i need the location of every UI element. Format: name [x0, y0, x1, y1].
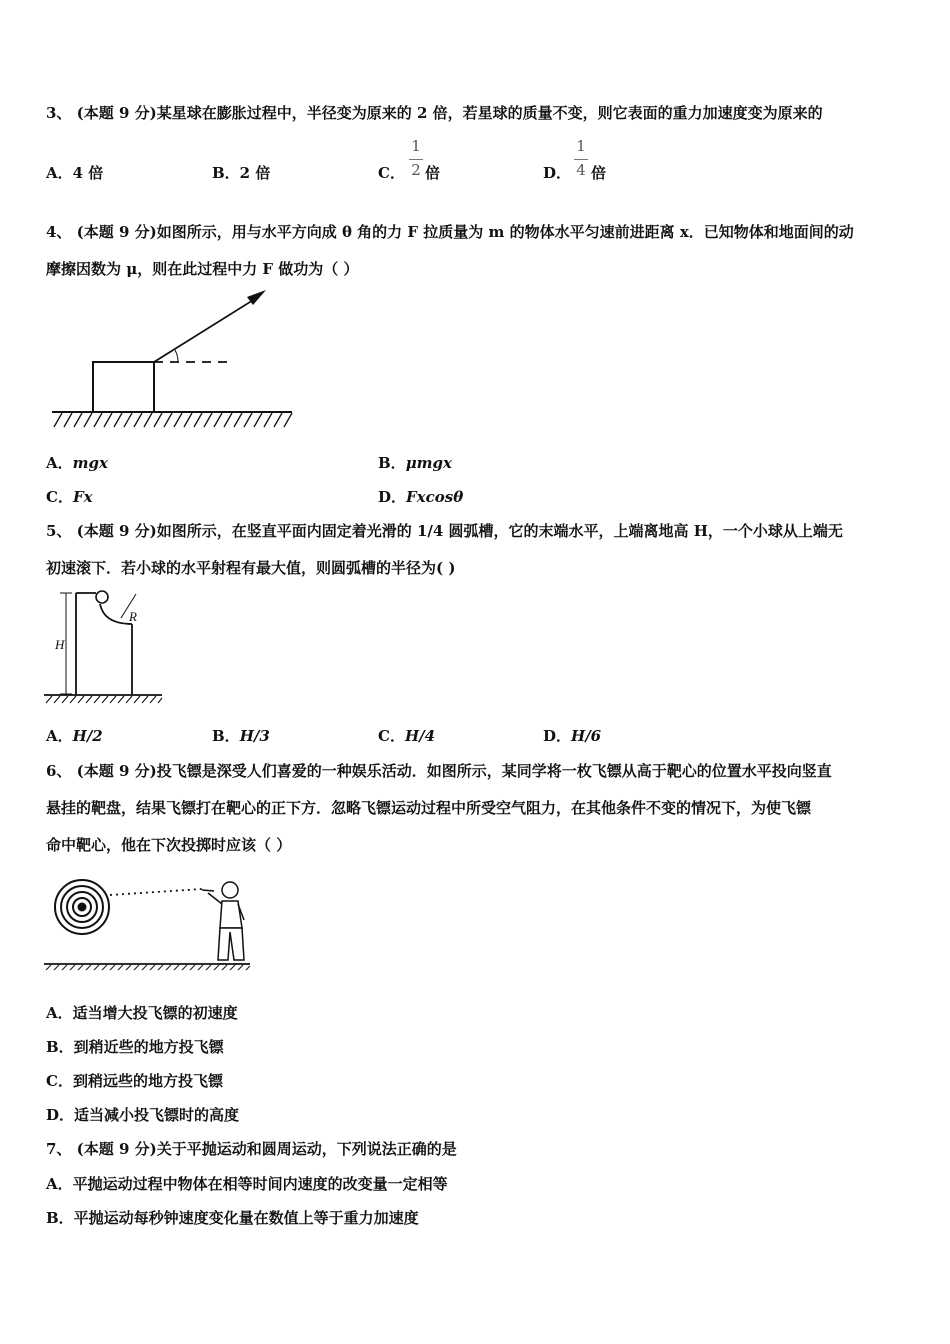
q5-arc-groove — [100, 604, 132, 624]
q5-option-c-value: H/4 — [404, 727, 436, 745]
q6-figure — [44, 860, 256, 972]
q6-stem-line3: 命中靶心，他在下次投掷时应该（ ） — [46, 836, 292, 854]
q3-option-d-denominator: 4 — [576, 161, 586, 179]
q3-option-d-numerator: 1 — [576, 137, 586, 155]
q4-option-a-value: mgx — [72, 454, 108, 472]
q3-option-c-tail: 倍 — [425, 164, 441, 182]
q3-option-c-label: C． — [378, 164, 405, 182]
q3-option-d-tail: 倍 — [591, 164, 607, 182]
q5-option-d — [543, 725, 601, 746]
q3-option-c-denominator: 2 — [411, 161, 421, 179]
q3-option-b: B．2 倍 — [212, 164, 271, 182]
q4-angle-arc — [175, 350, 178, 362]
q5-option-a-value: H/2 — [72, 727, 103, 745]
q4-stem-line2: 摩擦因数为 μ，则在此过程中力 F 做功为（ ） — [46, 260, 359, 278]
q4-option-d-value: Fxcosθ — [406, 488, 464, 506]
q4-force-arrow — [154, 297, 258, 362]
q3-option-d-label: D． — [543, 164, 572, 182]
q4-figure — [46, 285, 298, 433]
q7-stem: 7、 (本题 9 分)关于平抛运动和圆周运动，下列说法正确的是 — [46, 1140, 457, 1158]
q5-option-a — [46, 725, 103, 746]
q4-option-d-label: D． — [378, 488, 407, 506]
q6-stem-line2: 悬挂的靶盘，结果飞镖打在靶心的正下方．忽略飞镖运动过程中所受空气阻力，在其他条件不变的情况下，为使飞镖 — [46, 799, 812, 817]
q5-option-b-label: B． — [212, 727, 240, 745]
q5-option-b-value: H/3 — [239, 727, 270, 745]
q5-ball — [96, 591, 108, 603]
q5-stem-line2: 初速滚下．若小球的水平射程有最大值，则圆弧槽的半径为( ) — [46, 559, 456, 577]
q5-option-c — [378, 725, 435, 746]
q3-stem: 3、 (本题 9 分)某星球在膨胀过程中，半径变为原来的 2 倍，若星球的质量不变，则它表面的重力加速度变为原来的 — [46, 104, 823, 122]
q4-option-c-label: C． — [46, 488, 73, 506]
q6-ground-hatch — [46, 965, 250, 970]
q6-option-d: D．适当减小投飞镖时的高度 — [46, 1106, 240, 1124]
q5-h-label: H — [55, 637, 65, 652]
q5-figure — [44, 586, 168, 708]
q5-option-d-label: D． — [543, 727, 572, 745]
q3-option-d-fraction — [574, 137, 588, 179]
q4-option-b-value: μmgx — [405, 454, 452, 472]
q3-option-c-fraction — [409, 137, 423, 179]
q7-option-b: B．平抛运动每秒钟速度变化量在数值上等于重力加速度 — [46, 1209, 419, 1227]
q5-r-label: R — [129, 609, 137, 624]
q4-option-a-label: A． — [46, 454, 73, 472]
q5-ground-hatch — [46, 696, 162, 703]
q3-option-c-numerator: 1 — [411, 137, 421, 155]
q4-ground-hatch — [54, 413, 292, 427]
q6-option-c: C．到稍远些的地方投飞镖 — [46, 1072, 223, 1090]
q4-stem-line1: 4、 (本题 9 分)如图所示，用与水平方向成 θ 角的力 F 拉质量为 m 的物体水平匀速前进距离 x．已知物体和地面间的动 — [46, 223, 854, 241]
q7-option-a: A．平抛运动过程中物体在相等时间内速度的改变量一定相等 — [46, 1175, 448, 1193]
q4-option-c-value: Fx — [72, 488, 93, 506]
q3-option-a: A．4 倍 — [46, 164, 104, 182]
q4-option-d — [378, 486, 463, 507]
q4-option-c — [46, 486, 93, 507]
q6-dartboard — [55, 880, 109, 934]
q6-option-b: B．到稍近些的地方投飞镖 — [46, 1038, 224, 1056]
q5-option-b — [212, 725, 270, 746]
q6-thrower — [202, 882, 244, 960]
q4-option-a — [46, 452, 108, 473]
q5-option-a-label: A． — [46, 727, 73, 745]
q6-stem-line1: 6、 (本题 9 分)投飞镖是深受人们喜爱的一种娱乐活动．如图所示，某同学将一枚飞镖从高于靶心的位置水平投向竖直 — [46, 762, 832, 780]
q4-option-b — [378, 452, 452, 473]
q6-option-a: A．适当增大投飞镖的初速度 — [46, 1004, 238, 1022]
q4-option-b-label: B． — [378, 454, 406, 472]
q5-option-d-value: H/6 — [571, 727, 602, 745]
q5-stem-line1: 5、 (本题 9 分)如图所示，在竖直平面内固定着光滑的 1/4 圆弧槽，它的末端水平，上端离地高 H，一个小球从上端无 — [46, 522, 843, 540]
q5-option-c-label: C． — [378, 727, 405, 745]
q6-dotted-path — [110, 889, 202, 895]
q4-block — [93, 362, 154, 412]
